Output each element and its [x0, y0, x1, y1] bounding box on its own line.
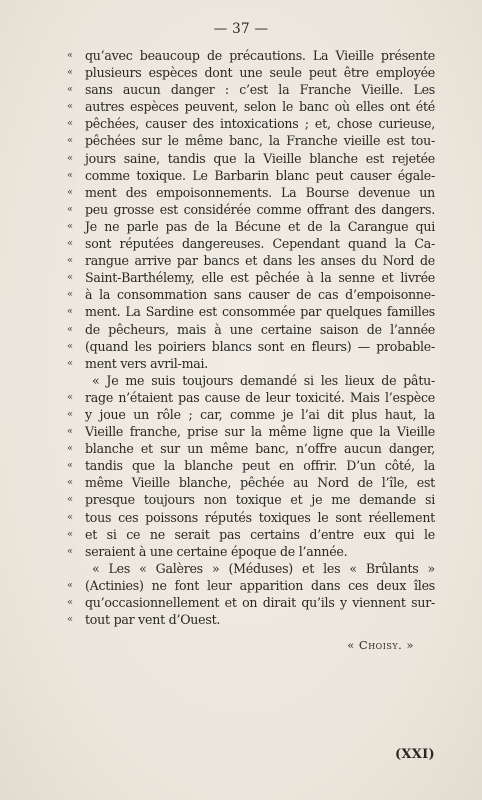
quote-marker: « [67, 272, 74, 284]
text-line [0, 474, 482, 491]
signature-text: « Choisy. » [347, 638, 414, 652]
quote-marker: « [67, 67, 74, 79]
body-text [0, 47, 482, 628]
line-text: et si ce ne serait pas certains d’entre eux qui le [85, 526, 435, 542]
line-text: tandis que la blanche peut en offrir. D’un côté, la [85, 458, 435, 474]
quote-marker: « [67, 579, 74, 591]
line-text: seraient à une certaine époque de l’année. [85, 543, 348, 559]
quote-marker: « [67, 220, 74, 232]
line-text: jours saine, tandis que la Vieille blanche est rejetée [85, 150, 435, 166]
line-text: rage n’étaient pas cause de leur toxicité. Mais l’espèce [85, 389, 435, 405]
line-text: (Actinies) ne font leur apparition dans ces deux îles [85, 577, 435, 593]
quote-marker: « [67, 186, 74, 198]
text-line [0, 338, 482, 355]
quote-marker: « [67, 203, 74, 215]
quote-marker: « [67, 169, 74, 181]
line-text: même Vieille blanche, pêchée au Nord de l’île, est [85, 475, 435, 491]
quote-marker: « [67, 460, 74, 472]
text-line [0, 389, 482, 406]
text-line [0, 355, 482, 372]
line-text: à la consommation sans causer de cas d’empoisonne- [85, 287, 435, 303]
text-line [0, 150, 482, 167]
line-text: qu’occasionnellement et on dirait qu’ils y viennent sur- [85, 595, 435, 610]
text-line [0, 526, 482, 543]
line-text: « Je me suis toujours demandé si les lieux de pâtu- [92, 372, 435, 388]
line-text: de pêcheurs, mais à une certaine saison de l’année [85, 321, 435, 337]
line-text: ment des empoisonnements. La Bourse devenue un [85, 184, 435, 200]
text-line [0, 64, 482, 81]
quote-marker: « [67, 306, 74, 318]
line-text: presque toujours non toxique et je me demande si [85, 492, 435, 508]
line-text: pêchées sur le même banc, la Franche vieille est tou- [85, 133, 435, 149]
quote-marker: « [67, 494, 74, 506]
quote-marker: « [67, 391, 74, 403]
text-line [0, 406, 482, 423]
text-line [0, 269, 482, 286]
line-text: peu grosse est considérée comme offrant des dangers. [85, 201, 435, 217]
text-line [0, 115, 482, 132]
quote-marker: « [67, 545, 74, 557]
quote-marker: « [67, 477, 74, 489]
line-text: « Les « Galères » (Méduses) et les « Brûlants » [92, 560, 435, 576]
text-line [0, 423, 482, 440]
quote-marker: « [67, 340, 74, 352]
text-line [0, 98, 482, 115]
line-text: plusieurs espèces dont une seule peut être employée [85, 65, 435, 81]
line-text: qu’avec beaucoup de précautions. La Vieille présente [85, 48, 435, 63]
text-line [0, 372, 482, 389]
quote-marker: « [67, 528, 74, 540]
quote-marker: « [67, 597, 74, 608]
line-text: y joue un rôle ; car, comme je l’ai dit plus haut, la [85, 406, 435, 422]
line-text: sans aucun danger : c’est la Franche Vieille. Les [85, 82, 435, 98]
quote-marker: « [67, 255, 74, 267]
quote-marker: « [67, 50, 74, 61]
quote-marker: « [67, 614, 74, 626]
text-line [0, 543, 482, 560]
signature [347, 638, 414, 652]
quote-marker: « [67, 238, 74, 250]
line-text: tous ces poissons réputés toxiques le sont réellement [85, 509, 435, 525]
text-line [0, 577, 482, 594]
quote-marker: « [67, 118, 74, 130]
text-line [0, 81, 482, 98]
text-line [0, 321, 482, 338]
text-line [0, 252, 482, 269]
text-line [0, 47, 482, 64]
line-text: ment. La Sardine est consommée par quelques familles [85, 304, 435, 320]
line-text: comme toxique. Le Barbarin blanc peut causer égale- [85, 167, 435, 183]
quote-marker: « [67, 84, 74, 96]
line-text: ment vers avril-mai. [85, 355, 209, 371]
line-text: (quand les poiriers blancs sont en fleurs) — probable- [85, 338, 435, 354]
quote-marker: « [67, 426, 74, 438]
text-line [0, 491, 482, 508]
text-line [0, 201, 482, 218]
line-text: rangue arrive par bancs et dans les anses du Nord de [85, 253, 435, 269]
line-text: Je ne parle pas de la Bécune et de la Carangue qui [85, 218, 435, 234]
line-text: Vieille franche, prise sur la même ligne que la Vieille [85, 424, 435, 440]
line-text: sont réputées dangereuses. Cependant quand la Ca- [85, 236, 435, 252]
text-line [0, 132, 482, 149]
line-text: autres espèces peuvent, selon le banc où elles ont été [85, 99, 435, 115]
text-line [0, 286, 482, 303]
quote-marker: « [67, 101, 74, 113]
quote-marker: « [67, 323, 74, 335]
text-line [0, 167, 482, 184]
quote-marker: « [67, 443, 74, 455]
text-line [0, 235, 482, 252]
text-line [0, 594, 482, 611]
quote-marker: « [67, 511, 74, 523]
quote-marker: « [67, 152, 74, 164]
line-text: pêchées, causer des intoxications ; et, chose curieuse, [85, 116, 435, 132]
folio-number: (XXI) [394, 747, 435, 762]
text-line [0, 457, 482, 474]
text-line [0, 303, 482, 320]
line-text: blanche et sur un même banc, n’offre aucun danger, [85, 441, 435, 457]
quote-marker: « [67, 135, 74, 147]
line-text: tout par vent d’Ouest. [85, 612, 221, 628]
text-line [0, 184, 482, 201]
quote-marker: « [67, 408, 74, 420]
text-line [0, 440, 482, 457]
text-line [0, 509, 482, 526]
quote-marker: « [67, 289, 74, 301]
text-line [0, 611, 482, 628]
text-line [0, 560, 482, 577]
text-line [0, 218, 482, 235]
quote-marker: « [67, 357, 74, 369]
page-number: — 37 — [213, 21, 269, 37]
line-text: Saint-Barthélemy, elle est pêchée à la senne et livrée [85, 270, 435, 286]
